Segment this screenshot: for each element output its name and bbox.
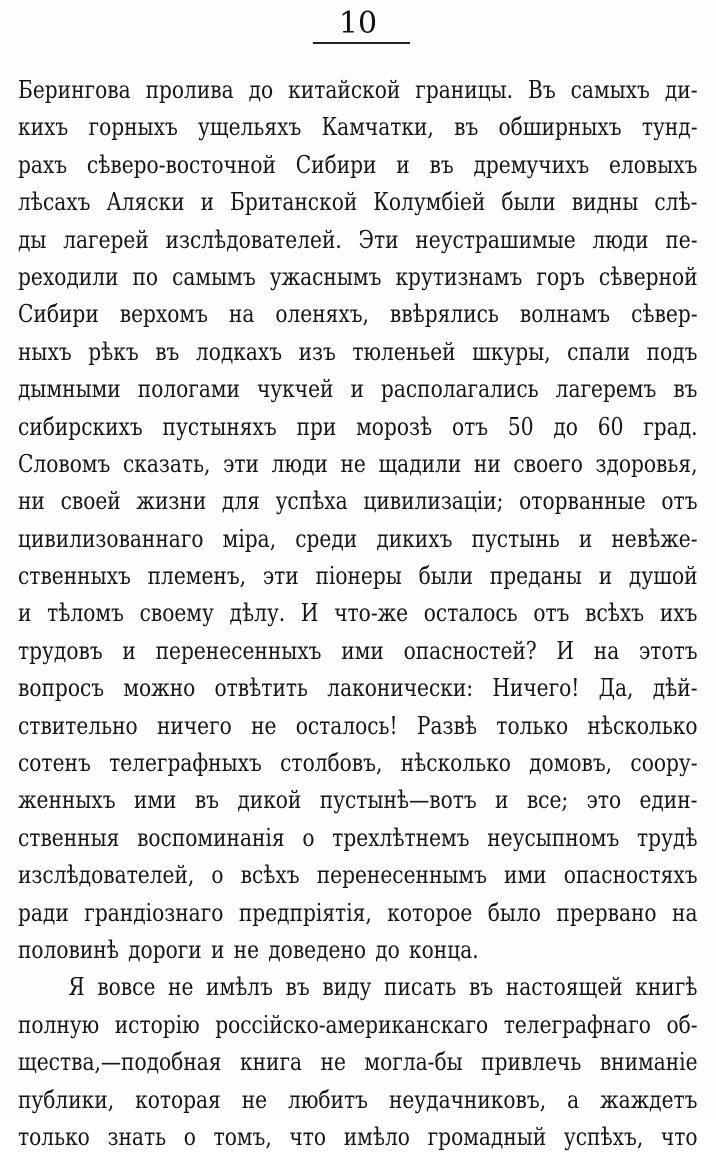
text-line: полную исторію россійско-американскаго телеграфнаго об-: [18, 1010, 698, 1039]
text-line: Сибири верхомъ на оленяхъ, ввѣрялись волнамъ сѣвер-: [18, 300, 698, 329]
text-line: лѣсахъ Аляски и Британской Колумбіей были видны слѣ-: [18, 188, 698, 217]
paragraph: [18, 72, 698, 969]
text-line: Берингова пролива до китайской границы. Въ самыхъ ди-: [18, 76, 698, 104]
page-number: 10: [338, 6, 378, 41]
text-line: Я вовсе не имѣлъ въ виду писать въ настоящей книгѣ: [68, 973, 698, 1002]
text-line: Словомъ сказать, эти люди не щадили ни своего здоровья,: [18, 449, 698, 478]
body-text: [18, 72, 698, 1156]
paragraph: [18, 969, 698, 1156]
text-line: ственныхъ племенъ, эти піонеры были преданы и душой: [18, 562, 698, 591]
text-line: рахъ сѣверо-восточной Сибири и въ дремучихъ еловыхъ: [18, 150, 698, 179]
text-line: сотенъ телеграфныхъ столбовъ, нѣсколько домовъ, соору-: [18, 749, 698, 778]
text-line: изслѣдователей, о всѣхъ перенесеннымъ ими опасностяхъ: [18, 861, 698, 890]
text-line: трудовъ и перенесенныхъ ими опасностей? И на этотъ: [18, 636, 698, 665]
text-line: ственныя воспоминанія о трехлѣтнемъ неусыпномъ трудѣ: [18, 823, 698, 852]
text-line: ни своей жизни для успѣха цивилизаціи; оторванные отъ: [18, 487, 698, 516]
text-line: ды лагерей изслѣдователей. Эти неустрашимые люди пе-: [18, 225, 698, 254]
text-line: и тѣломъ своему дѣлу. И что-же осталось отъ всѣхъ ихъ: [18, 599, 698, 628]
text-line: реходили по самымъ ужаснымъ крутизнамъ горъ сѣверной: [18, 262, 698, 291]
text-line: кихъ горныхъ ущельяхъ Камчатки, въ обширныхъ тунд-: [18, 113, 698, 142]
text-line: публики, которая не любитъ неудачниковъ, а жаждетъ: [18, 1085, 698, 1114]
page-number-rule: [313, 42, 410, 44]
text-line: цивилизованнаго міра, среди дикихъ пустынь и невѣже-: [18, 524, 698, 553]
text-line: вопросъ можно отвѣтить лаконически: Ничего! Да, дѣй-: [18, 674, 698, 703]
text-line: щества,—подобная книга не могла-бы привлечь вниманіе: [18, 1048, 698, 1077]
text-line: женныхъ ими въ дикой пустынѣ—вотъ и все; это един-: [18, 786, 698, 815]
text-line: только знать о томъ, что имѣло громадный успѣхъ, что: [18, 1122, 698, 1151]
text-line: ради грандіознаго предпріятія, которое было прервано на: [18, 898, 698, 927]
text-line: половинѣ дороги и не доведено до конца.: [18, 935, 479, 964]
text-line: ствительно ничего не осталось! Развѣ только нѣсколько: [18, 711, 698, 740]
text-line: дымными пологами чукчей и располагались лагеремъ въ: [18, 375, 698, 404]
text-line: ныхъ рѣкъ въ лодкахъ изъ тюленьей шкуры, спали подъ: [18, 337, 698, 366]
text-line: сибирскихъ пустыняхъ при морозѣ отъ 50 до 60 град.: [18, 412, 698, 441]
